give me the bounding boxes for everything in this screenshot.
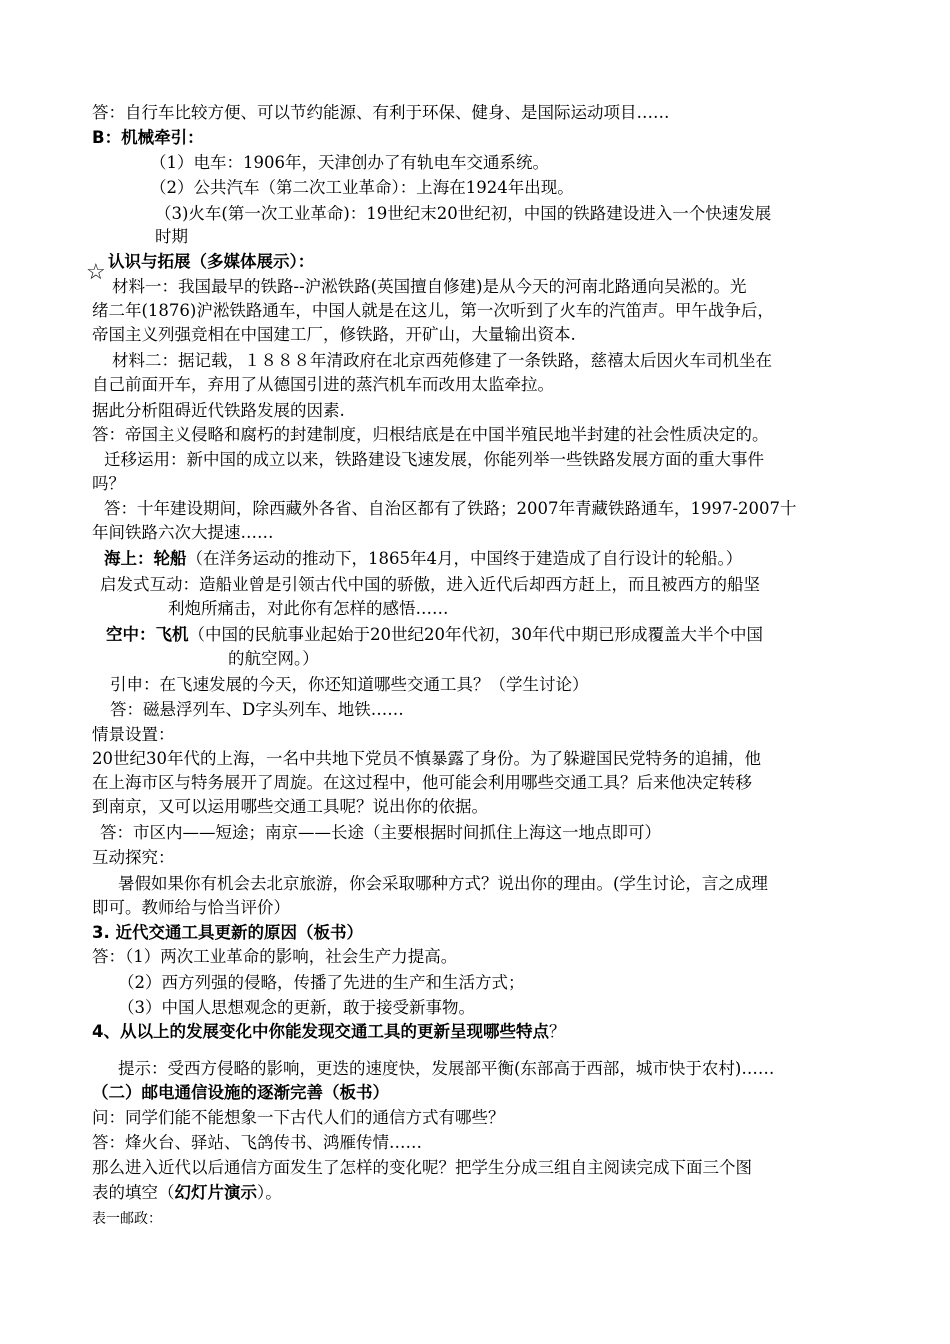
modern-communication-line1: 那么进入近代以后通信方面发生了怎样的变化呢？把学生分成三组自主阅读完成下面三个图 xyxy=(92,1158,752,1177)
section-update-reasons: 3. 近代交通工具更新的原因（板书） xyxy=(92,923,363,942)
question-features-mark: ？ xyxy=(548,1022,566,1041)
item-bus: （2）公共汽车（第二次工业革命）：上海在1924年出现。 xyxy=(150,178,574,197)
star-outline-icon: ☆ xyxy=(86,260,106,285)
sea-ship-text: （在洋务运动的推动下，1865年4月，中国终于建造成了自行设计的轮船。） xyxy=(186,549,743,568)
table-one-postal-label: 表一邮政： xyxy=(92,1211,162,1227)
interactive-inquiry-heading: 互动探究： xyxy=(92,848,175,867)
answer-railway-line1: 答：十年建设期间，除西藏外各省、自治区都有了铁路；2007年青藏铁路通车，1997-2007十 xyxy=(104,499,797,518)
reason-three: （3）中国人思想观念的更新，敢于接受新事物。 xyxy=(118,998,475,1017)
answer-railway-line2: 年间铁路六次大提速…… xyxy=(92,523,274,542)
heuristic-interaction-line1: 启发式互动：造船业曾是引领古代中国的骄傲，进入近代后却西方赶上，而且被西方的船坚 xyxy=(100,575,760,594)
material-one-line2: 绪二年(1876)沪淞铁路通车，中国人就是在这儿，第一次听到了火车的汽笛声。甲午战争后， xyxy=(92,301,774,320)
question-obstacles: 据此分析阻碍近代铁路发展的因素. xyxy=(92,401,345,420)
heuristic-interaction-line2: 利炮所痛击，对此你有怎样的感悟…… xyxy=(168,599,449,618)
item-train: （3)火车(第一次工业革命)：19世纪末20世纪初，中国的铁路建设进入一个快速发展 xyxy=(155,204,772,223)
interactive-inquiry-line2: 即可。教师给与恰当评价） xyxy=(92,898,290,917)
material-one-line3: 帝国主义列强竞相在中国建工厂，修铁路，开矿山，大量输出资本. xyxy=(92,325,576,344)
section-postal-telecom: （二）邮电通信设施的逐渐完善（板书） xyxy=(92,1083,389,1102)
item-tram: （1）电车：1906年，天津创办了有轨电车交通系统。 xyxy=(150,153,549,172)
reason-one: 答：（1）两次工业革命的影响，社会生产力提高。 xyxy=(92,947,458,966)
question-features-text: 4、从以上的发展变化中你能发现交通工具的更新呈现哪些特点 xyxy=(92,1022,549,1041)
answer-ancient-communication: 答：烽火台、驿站、飞鸽传书、鸿雁传情…… xyxy=(92,1133,422,1152)
scenario-heading: 情景设置： xyxy=(92,725,175,744)
scenario-answer: 答：市区内——短途；南京——长途（主要根据时间抓住上海这一地点即可） xyxy=(100,823,661,842)
air-plane-label: 空中：飞机 xyxy=(106,625,189,644)
question-ancient-communication: 问：同学们能不能想象一下古代人们的通信方式有哪些？ xyxy=(92,1108,505,1127)
transfer-application-line2: 吗？ xyxy=(92,474,125,493)
hint-features: 提示：受西方侵略的影响，更迭的速度快，发展部平衡(东部高于西部，城市快于农村)…… xyxy=(118,1059,775,1078)
material-two-line2: 自己前面开车，弃用了从德国引进的蒸汽机车而改用太监牵拉。 xyxy=(92,375,554,394)
scenario-line2: 在上海市区与特务展开了周旋。在这过程中，他可能会利用哪些交通工具？后来他决定转移 xyxy=(92,773,752,792)
air-plane-line2: 的航空网。） xyxy=(228,649,319,668)
question-features xyxy=(92,1021,565,1043)
air-plane-text: （中国的民航事业起始于20世纪20年代初，30年代中期已形成覆盖大半个中国 xyxy=(188,625,763,644)
slideshow-label: 幻灯片演示 xyxy=(174,1183,257,1202)
air-plane-line xyxy=(106,624,763,646)
answer-bicycle: 答：自行车比较方便、可以节约能源、有利于环保、健身、是国际运动项目…… xyxy=(92,103,670,122)
item-train-cont: 时期 xyxy=(155,227,188,246)
transfer-application-line1: 迁移运用：新中国的成立以来，铁路建设飞速发展，你能列举一些铁路发展方面的重大事件 xyxy=(104,450,764,469)
material-two-line1: 材料二：据记载，１８８８年清政府在北京西苑修建了一条铁路，慈禧太后因火车司机坐在 xyxy=(112,351,772,370)
extension-answer: 答：磁悬浮列车、D字头列车、地铁…… xyxy=(110,700,404,719)
section-mechanical-traction: B：机械牵引： xyxy=(92,128,204,147)
scenario-line3: 到南京，又可以运用哪些交通工具呢？说出你的依据。 xyxy=(92,797,488,816)
extension-question: 引申：在飞速发展的今天，你还知道哪些交通工具？（学生讨论） xyxy=(110,675,589,694)
fill-table-end: ）。 xyxy=(257,1183,282,1202)
material-one-line1: 材料一：我国最早的铁路--沪淞铁路(英国擅自修建)是从今天的河南北路通向吴淞的。光 xyxy=(112,277,747,296)
sea-ship-label: 海上：轮船 xyxy=(104,549,187,568)
section-knowledge-expansion: 认识与拓展（多媒体展示）： xyxy=(108,252,315,271)
modern-communication-line2 xyxy=(92,1182,282,1204)
sea-ship-line xyxy=(104,548,742,570)
fill-table-text: 表的填空（ xyxy=(92,1183,175,1202)
reason-two: （2）西方列强的侵略，传播了先进的生产和生活方式； xyxy=(118,973,525,992)
interactive-inquiry-line1: 暑假如果你有机会去北京旅游，你会采取哪种方式？说出你的理由。(学生讨论，言之成理 xyxy=(118,874,768,893)
scenario-line1: 20世纪30年代的上海，一名中共地下党员不慎暴露了身份。为了躲避国民党特务的追捕，他 xyxy=(92,749,761,768)
answer-obstacles: 答：帝国主义侵略和腐朽的封建制度，归根结底是在中国半殖民地半封建的社会性质决定的。 xyxy=(92,425,769,444)
